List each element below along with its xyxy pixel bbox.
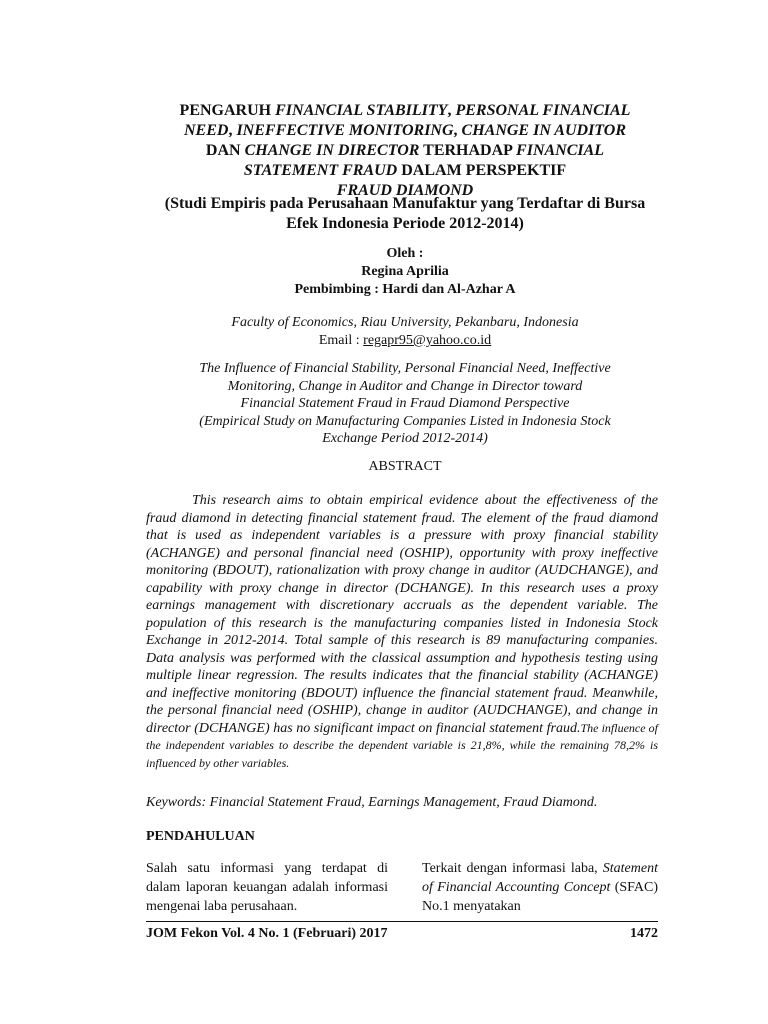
author-name: Regina Aprilia (361, 264, 449, 279)
subtitle-line-2: Efek Indonesia Periode 2012-2014) (286, 215, 524, 232)
abstract-body (146, 492, 658, 772)
left-column-text: Salah satu informasi yang terdapat di dalam laporan keuangan adalah informasi mengenai laba perusahaan. (146, 861, 388, 914)
abstract-text: This research aims to obtain empirical evidence about the effectiveness of the fraud diamond in detecting financial statement fraud. The element of the fraud diamond that is used as independent variables is a pressure with proxy financial stability (ACHANGE) and personal financial need (OSHIP), opportunity with proxy ineffective monitoring (BDOUT), rationalization with proxy change in auditor (AUDCHANGE), and capability with proxy change in director (DCHANGE). In this research uses a proxy earnings management with discretionary accruals as the dependent variable. The population of this research is the manufacturing companies listed in Indonesia Stock Exchange in 2012-2014. Total sample of this research is 89 manufacturing companies. Data analysis was performed with the classical assumption and hypothesis testing using multiple linear regression. The results indicates that the financial stability (ACHANGE) and ineffective monitoring (BDOUT) influence the financial statement fraud. Meanwhile, the personal financial need (OSHIP), change in auditor (AUDCHANGE), and change in director (DCHANGE) has no significant impact on financial statement fraud. (146, 493, 658, 736)
faculty-line: Faculty of Economics, Riau University, Pekanbaru, Indonesia (231, 315, 579, 330)
english-title-line-1: The Influence of Financial Stability, Personal Financial Need, Ineffective (199, 361, 611, 376)
author-block (120, 245, 690, 299)
affiliation-block (120, 314, 690, 350)
title-line-2: NEED, INEFFECTIVE MONITORING, CHANGE IN AUDITOR (183, 122, 627, 139)
paper-title (110, 101, 700, 201)
keywords-line (146, 794, 658, 812)
english-title-line-2: Monitoring, Change in Auditor and Change in Director toward (227, 378, 583, 394)
page-number: 1472 (630, 926, 658, 941)
abstract-heading: ABSTRACT (368, 459, 442, 474)
right-column-text: Terkait dengan informasi laba, Statement of Financial Accounting Concept (SFAC) No.1 menyatakan (422, 861, 658, 914)
title-line-3: DAN CHANGE IN DIRECTOR TERHADAP FINANCIAL (205, 142, 605, 159)
english-title-line-3: Financial Statement Fraud in Fraud Diamond Perspective (240, 396, 570, 411)
keywords-text: : Financial Statement Fraud, Earnings Management, Fraud Diamond. (201, 795, 598, 810)
title-line-4: STATEMENT FRAUD DALAM PERSPEKTIF (243, 162, 567, 179)
paper-subtitle (120, 194, 690, 234)
title-line-5: FRAUD DIAMOND (336, 182, 474, 199)
advisor-line: Pembimbing : Hardi dan Al-Azhar A (294, 282, 516, 297)
english-title-line-4: (Empirical Study on Manufacturing Companies Listed in Indonesia Stock (199, 413, 611, 429)
english-title (150, 360, 660, 448)
by-label: Oleh : (386, 246, 424, 261)
journal-name: JOM Fekon Vol. 4 No. 1 (Februari) 2017 (146, 926, 388, 941)
abstract-text-small: The influence of the independent variables to describe the dependent variable is 21,8%, while the remaining 78,2% is influenced by other variables. (146, 720, 658, 770)
keywords-label: Keywords (146, 795, 202, 810)
title-line-1: PENGARUH FINANCIAL STABILITY, PERSONAL FINANCIAL (179, 102, 631, 119)
section-heading: PENDAHULUAN (146, 829, 255, 844)
page-footer (146, 921, 658, 943)
email-line (120, 332, 690, 350)
email-label: Email : (318, 333, 364, 348)
english-title-line-5: Exchange Period 2012-2014) (322, 431, 488, 446)
email-link[interactable]: regapr95@yahoo.co.id (363, 333, 492, 348)
subtitle-line-1: (Studi Empiris pada Perusahaan Manufaktur yang Terdaftar di Bursa (164, 195, 646, 212)
